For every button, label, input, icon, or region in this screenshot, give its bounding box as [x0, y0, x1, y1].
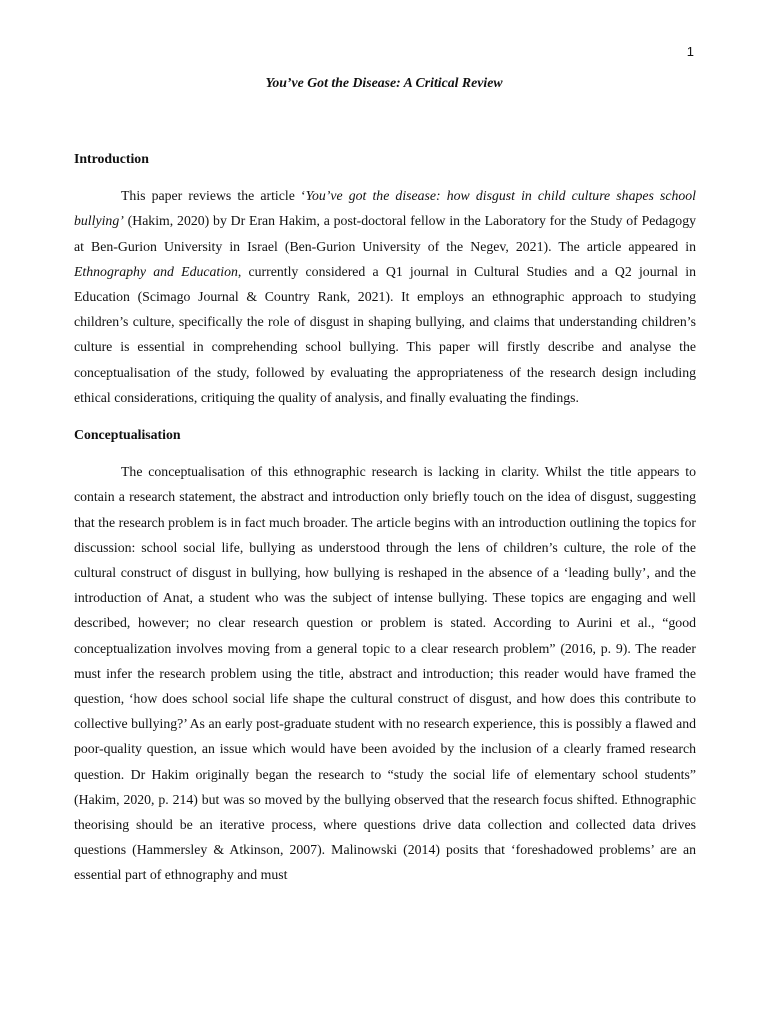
- document-title: You’ve Got the Disease: A Critical Review: [265, 75, 503, 90]
- introduction-paragraph: [74, 183, 696, 410]
- page-number: 1: [686, 44, 694, 59]
- conceptualisation-paragraph: The conceptualisation of this ethnographic research is lacking in clarity. Whilst the title appears to contain a research statement, the abstract and introduction only briefly touch on the idea of disgust, suggesting that the research problem is in fact much broader. The article begins with an introduction outlining the topics for discussion: school social life, bullying as understood through the lens of children’s culture, the role of the cultural construct of disgust in bullying, how bullying is reshaped in the absence of a ‘leading bully’, and the introduction of Anat, a student who was the subject of intense bullying. These topics are engaging and well described, however; no clear research question or problem is stated. According to Aurini et al., “good conceptualization involves moving from a general topic to a clear research problem” (2016, p. 9). The reader must infer the research problem using the title, abstract and introduction; this reader would have framed the question, ‘how does school social life shape the cultural construct of disgust, and how does this contribute to collective bullying?’ As an early post-graduate student with no research experience, this is possibly a flawed and poor-quality question, an issue which would have been avoided by the inclusion of a clearly framed research question. Dr Hakim originally began the research to “study the social life of elementary school students” (Hakim, 2020, p. 214) but was so moved by the bullying observed that the research focus shifted. Ethnographic theorising should be an iterative process, where questions drive data collection and collected data drives questions (Hammersley & Atkinson, 2007). Malinowski (2014) posits that ‘foreshadowed problems’ are an essential part of ethnography and must: [74, 464, 696, 883]
- introduction-heading: Introduction: [74, 151, 149, 166]
- intro-text-b: (Hakim, 2020) by Dr Eran Hakim, a post-doctoral fellow in the Laboratory for the Study of Pedagogy at Ben-Gurion University in Israel (Ben-Gurion University of the Negev, 2021). The article appeared in: [74, 213, 696, 254]
- intro-text-c: , currently considered a Q1 journal in Cultural Studies and a Q2 journal in Education (Scimago Journal & Country Rank, 2021). It employs an ethnographic approach to studying children’s culture, specifically the role of disgust in shaping bullying, and claims that understanding children’s culture is essential in comprehending school bullying. This paper will firstly describe and analyse the conceptualisation of the study, followed by evaluating the appropriateness of the research design including ethical considerations, critiquing the quality of analysis, and finally evaluating the findings.: [74, 263, 696, 405]
- article-title-citation: You’ve got the disease: how disgust in child culture shapes school bullying’: [74, 188, 696, 229]
- document-body: [74, 140, 696, 888]
- intro-text-a: This paper reviews the article ‘: [121, 188, 306, 204]
- conceptualisation-heading: Conceptualisation: [74, 427, 181, 443]
- journal-name: Ethnography and Education: [74, 263, 238, 279]
